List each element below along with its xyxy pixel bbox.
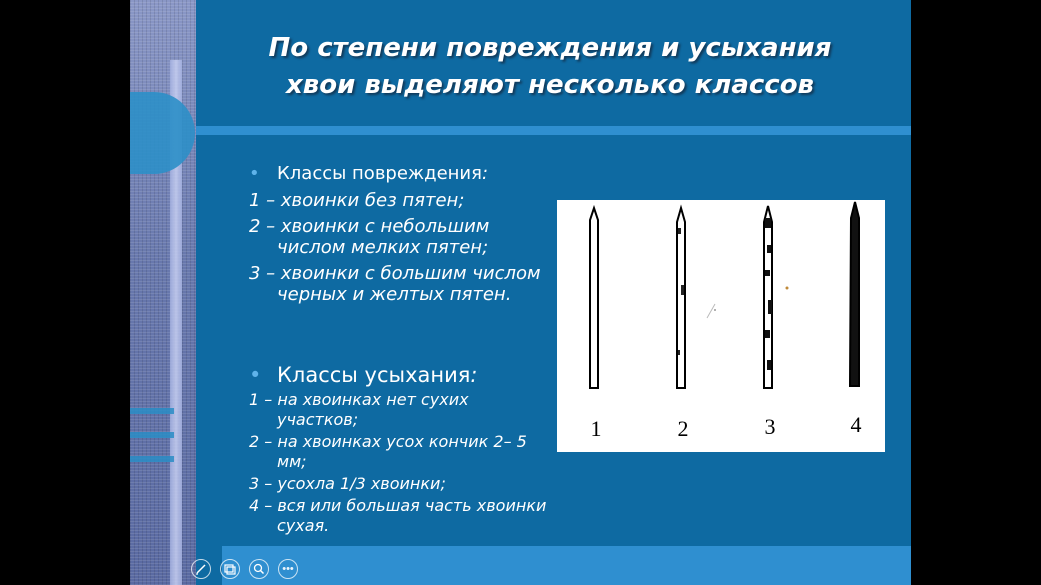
- needle-label-2: 2: [677, 416, 689, 441]
- needle-3: [764, 206, 789, 388]
- title-line-2: хвои выделяют несколько классов: [285, 70, 815, 100]
- drying-item-4: 4 – вся или большая часть хвоинки сухая.: [249, 496, 547, 535]
- needle-label-3: 3: [764, 414, 776, 439]
- needle-4: [850, 202, 859, 386]
- needle-classes-figure: [557, 200, 885, 452]
- pen-icon[interactable]: [191, 559, 211, 579]
- decorative-left-band: [130, 0, 196, 585]
- damage-item-1: 1 – хвоинки без пятен;: [249, 190, 465, 211]
- damage-item-3: 3 – хвоинки с большим числом черных и желтых пятен.: [249, 263, 541, 305]
- drying-heading: • Классы усыхания:: [249, 362, 549, 388]
- slide: [130, 0, 911, 585]
- zoom-icon[interactable]: [249, 559, 269, 579]
- slides-icon[interactable]: [220, 559, 240, 579]
- slide-title: [220, 30, 880, 104]
- needle-label-1: 1: [590, 416, 602, 441]
- decorative-ticks: [130, 408, 174, 480]
- damage-classes: [249, 163, 549, 305]
- needle-1: [590, 208, 598, 388]
- damage-item-2: 2 – хвоинки с небольшим числом мелких пятен;: [249, 216, 490, 258]
- drying-item-1: 1 – на хвоинках нет сухих участков;: [249, 390, 469, 429]
- drying-classes: [249, 362, 549, 536]
- bottom-bar: [222, 546, 911, 585]
- title-line-1: По степени повреждения и усыхания: [268, 33, 832, 63]
- damage-heading: • Классы повреждения:: [249, 163, 549, 185]
- title-underline: [196, 126, 911, 135]
- needle-2: [677, 208, 685, 388]
- drying-item-3: 3 – усохла 1/3 хвоинки;: [249, 474, 446, 493]
- more-icon[interactable]: •••: [278, 559, 298, 579]
- needle-label-4: 4: [850, 412, 862, 437]
- drying-item-2: 2 – на хвоинках усох кончик 2– 5 мм;: [249, 432, 527, 471]
